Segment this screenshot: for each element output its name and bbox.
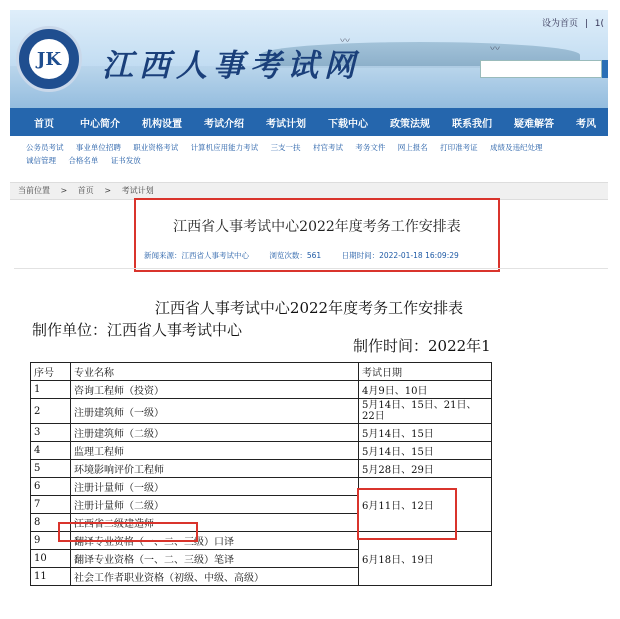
row-no: 3 bbox=[31, 424, 71, 442]
sub-nav-row bbox=[26, 154, 608, 167]
nav-exam-intro[interactable]: 考试介绍 bbox=[204, 118, 244, 130]
row-name: 翻译专业资格（一、二、三级）口译 bbox=[71, 532, 359, 550]
document-make-time: 制作时间：2022年1 bbox=[353, 337, 491, 355]
screenshot-frame bbox=[10, 10, 608, 600]
row-no: 8 bbox=[31, 514, 71, 532]
subnav-integrity[interactable]: 诚信管理 bbox=[26, 156, 56, 165]
row-name: 社会工作者职业资格（初级、中级、高级） bbox=[71, 568, 359, 586]
exam-schedule-table bbox=[30, 362, 492, 586]
nav-exam-discipline[interactable]: 考风 bbox=[576, 118, 596, 130]
row-date: 5月14日、15日 bbox=[359, 442, 492, 460]
breadcrumb-exam-plan[interactable]: 考试计划 bbox=[121, 186, 154, 195]
breadcrumb-separator: > bbox=[60, 186, 68, 195]
subnav-sanzhiyifu[interactable]: 三支一扶 bbox=[270, 143, 301, 152]
site-logo[interactable] bbox=[16, 26, 82, 92]
row-name: 注册建筑师（一级） bbox=[71, 399, 359, 424]
article-source: 新闻来源：江西省人事考试中心 bbox=[144, 251, 249, 260]
row-8-highlight-box bbox=[58, 522, 198, 542]
header-name: 专业名称 bbox=[71, 363, 359, 381]
top-links bbox=[538, 16, 604, 29]
row-no: 10 bbox=[31, 550, 71, 568]
article-date: 日期时间：2022-01-18 16:09:29 bbox=[341, 251, 459, 260]
header-banner bbox=[10, 10, 608, 108]
nav-home[interactable]: 首页 bbox=[34, 118, 54, 130]
row-no: 11 bbox=[31, 568, 71, 586]
document-maker: 制作单位：江西省人事考试中心 bbox=[32, 321, 243, 339]
row-no: 9 bbox=[31, 532, 71, 550]
row-name: 环境影响评价工程师 bbox=[71, 460, 359, 478]
sub-nav-row bbox=[26, 141, 608, 154]
top-link-truncated[interactable]: 1( bbox=[594, 19, 604, 29]
bird-icon: 〰 bbox=[340, 36, 350, 47]
top-link-separator: | bbox=[584, 19, 588, 29]
table-row bbox=[31, 424, 492, 442]
row-no: 6 bbox=[31, 478, 71, 496]
row-name: 翻译专业资格（一、二、三级）笔译 bbox=[71, 550, 359, 568]
document-title: 江西省人事考试中心2022年度考务工作安排表 bbox=[154, 299, 464, 317]
nav-organization[interactable]: 机构设置 bbox=[142, 118, 182, 130]
article-views: 浏览次数：561 bbox=[269, 251, 322, 260]
bird-icon: 〰 bbox=[490, 44, 500, 55]
row-name: 监理工程师 bbox=[71, 442, 359, 460]
subnav-public-institution[interactable]: 事业单位招聘 bbox=[75, 143, 121, 152]
subnav-scores[interactable]: 成绩及违纪处理 bbox=[490, 143, 543, 152]
site-name: 江西人事考试网 bbox=[102, 48, 361, 84]
search-input[interactable] bbox=[480, 60, 602, 78]
merged-date-9-11: 6月18日、19日 bbox=[359, 532, 492, 586]
sub-nav bbox=[26, 141, 608, 167]
row-date: 4月9日、10日 bbox=[359, 381, 492, 399]
row-no: 1 bbox=[31, 381, 71, 399]
table-row bbox=[31, 381, 492, 399]
subnav-exam-docs[interactable]: 考务文件 bbox=[355, 143, 386, 152]
logo-emblem bbox=[29, 39, 69, 79]
header-no: 序号 bbox=[31, 363, 71, 381]
table-header-row bbox=[31, 363, 492, 381]
breadcrumb-home[interactable]: 首页 bbox=[77, 186, 94, 195]
nav-exam-plan[interactable]: 考试计划 bbox=[266, 118, 306, 130]
article-header-highlight bbox=[134, 198, 500, 272]
set-homepage-link[interactable]: 设为首页 bbox=[541, 19, 578, 29]
breadcrumb-label: 当前位置 bbox=[18, 186, 50, 195]
table-row bbox=[31, 460, 492, 478]
table-row bbox=[31, 399, 492, 424]
row-name: 注册计量师（一级） bbox=[71, 478, 359, 496]
row-name: 江西省二级建造师 bbox=[71, 514, 359, 532]
date-highlight-box bbox=[357, 488, 457, 540]
breadcrumb-separator: > bbox=[104, 186, 112, 195]
row-name: 咨询工程师（投资） bbox=[71, 381, 359, 399]
nav-contact[interactable]: 联系我们 bbox=[452, 118, 492, 130]
row-no: 2 bbox=[31, 399, 71, 424]
row-name: 注册计量师（二级） bbox=[71, 496, 359, 514]
merged-date-6-8: 6月11日、12日 bbox=[359, 478, 492, 532]
row-date: 5月28日、29日 bbox=[359, 460, 492, 478]
divider bbox=[14, 268, 608, 269]
article-title: 江西省人事考试中心2022年度考务工作安排表 bbox=[173, 219, 461, 235]
nav-faq[interactable]: 疑难解答 bbox=[514, 118, 554, 130]
nav-policy[interactable]: 政策法规 bbox=[390, 118, 430, 130]
row-date: 5月14日、15日、21日、22日 bbox=[359, 399, 492, 424]
row-no: 5 bbox=[31, 460, 71, 478]
subnav-qualified-list[interactable]: 合格名单 bbox=[68, 156, 99, 165]
subnav-civil-servant[interactable]: 公务员考试 bbox=[26, 143, 64, 152]
subnav-village-official[interactable]: 村官考试 bbox=[312, 143, 343, 152]
search-button[interactable] bbox=[602, 60, 608, 78]
subnav-print-admission[interactable]: 打印准考证 bbox=[440, 143, 478, 152]
header-date: 考试日期 bbox=[359, 363, 492, 381]
table-row bbox=[31, 442, 492, 460]
logo-mark: JK bbox=[36, 48, 62, 70]
main-nav bbox=[10, 108, 608, 136]
row-no: 7 bbox=[31, 496, 71, 514]
nav-downloads[interactable]: 下载中心 bbox=[328, 118, 368, 130]
row-date: 5月14日、15日 bbox=[359, 424, 492, 442]
subnav-online-registration[interactable]: 网上报名 bbox=[397, 143, 428, 152]
row-no: 4 bbox=[31, 442, 71, 460]
article-meta bbox=[144, 250, 477, 261]
subnav-computer-skills[interactable]: 计算机应用能力考试 bbox=[190, 143, 259, 152]
subnav-certificates[interactable]: 证书发放 bbox=[110, 156, 141, 165]
nav-about[interactable]: 中心简介 bbox=[80, 118, 120, 130]
subnav-qualification[interactable]: 职业资格考试 bbox=[133, 143, 179, 152]
row-name: 注册建筑师（二级） bbox=[71, 424, 359, 442]
